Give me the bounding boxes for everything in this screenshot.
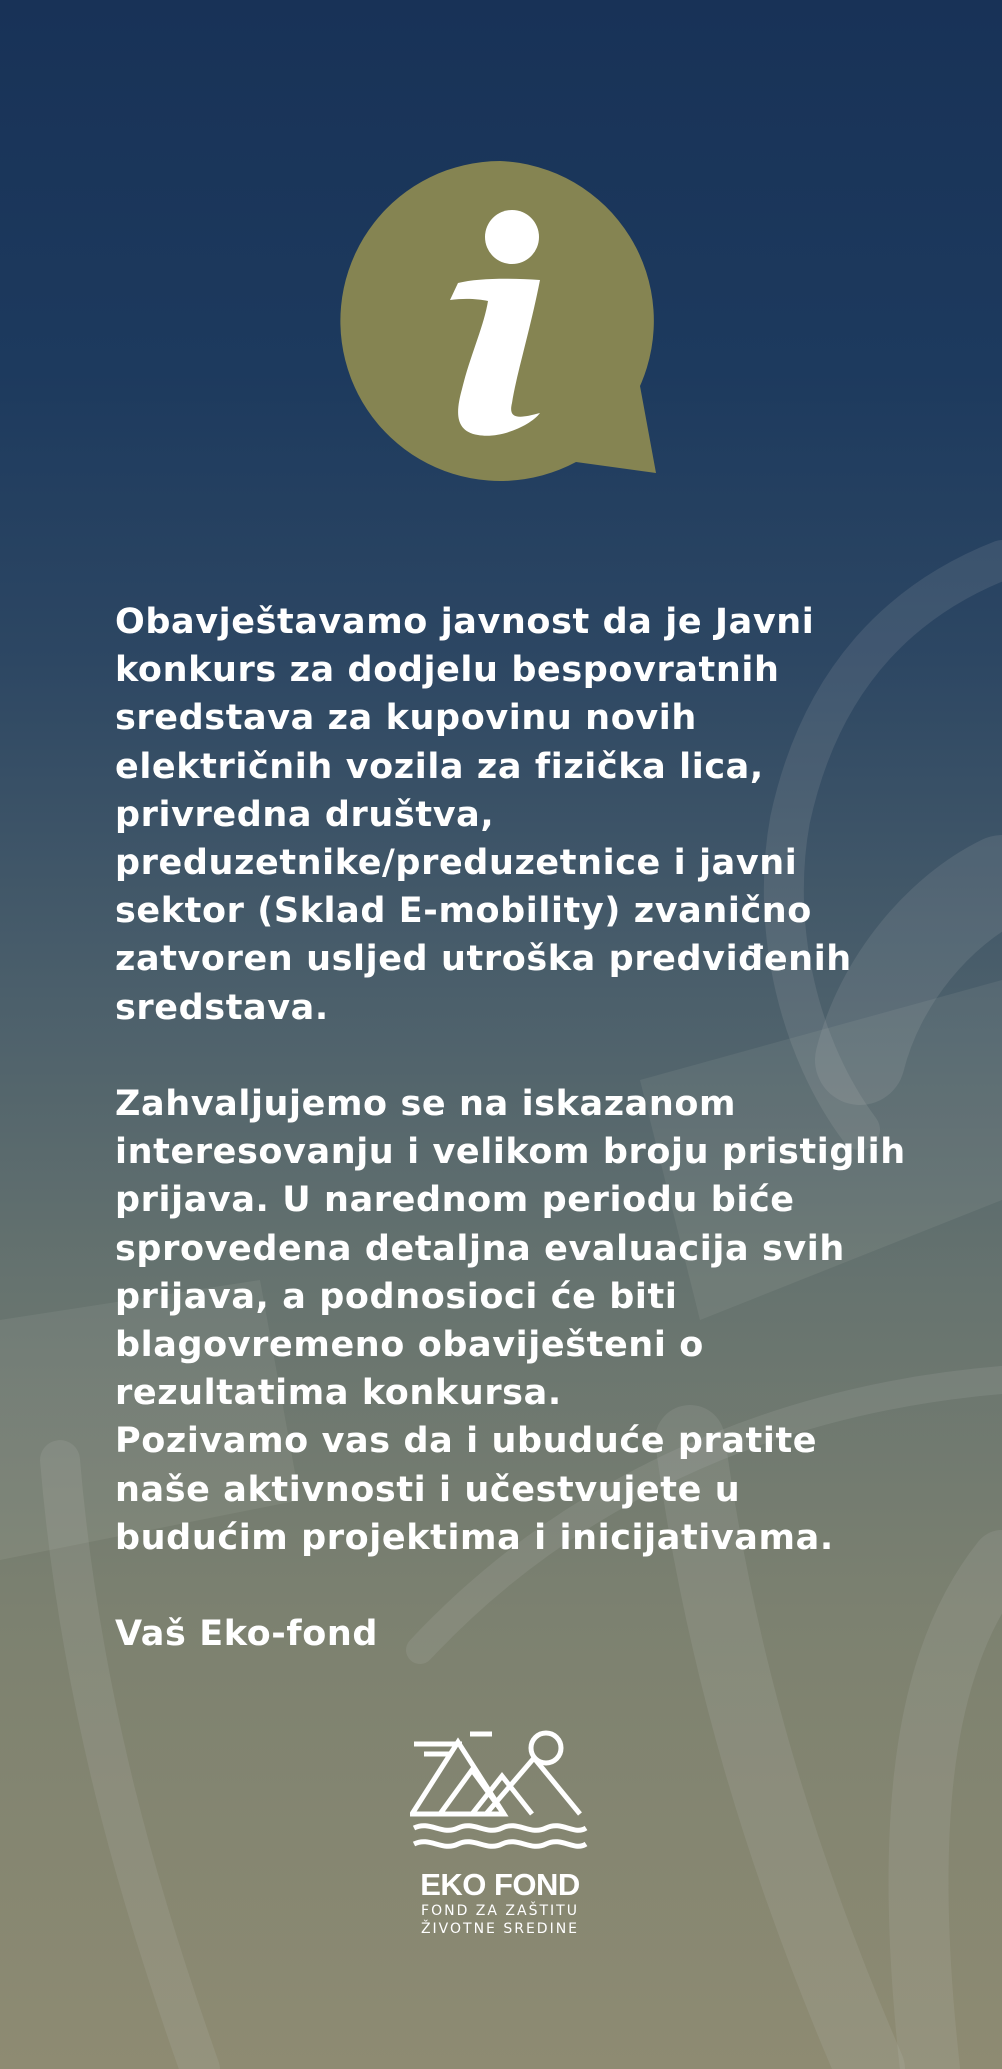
announcement-paragraph-invitation: Pozivamo vas da i ubuduće pratite naše aktivnosti i učestvujete u budućim projektima i inicijativama. — [115, 1421, 834, 1558]
announcement-paragraph-closure: Obavještavamo javnost da je Javni konkurs za dodjelu bespovratnih sredstava za kupovinu novih električnih vozila za fizička lica, privredna društva, preduzetnike/preduzetnice i javni sektor (Sklad E-mobility) zvanično zatvoren usljed utroška predviđenih sredstava. — [115, 602, 852, 1028]
eko-fond-logo — [380, 1730, 620, 1938]
announcement-text — [115, 598, 915, 1658]
logo-subtitle-line-2: ŽIVOTNE SREDINE — [420, 1921, 580, 1937]
announcement-paragraph-thanks: Zahvaljujemo se na iskazanom interesovanju i velikom broju pristiglih prijava. U narednom periodu biće sprovedena detaljna evaluacija svih prijava, a podnosioci će biti blagovremeno obaviješteni o rezultatima konkursa. — [115, 1084, 906, 1414]
mountain-logo-icon — [410, 1730, 590, 1860]
info-icon — [340, 161, 660, 481]
logo-title: EKO FOND — [420, 1867, 580, 1902]
logo-subtitle-line-1: FOND ZA ZAŠTITU — [421, 1903, 579, 1919]
signature: Vaš Eko-fond — [115, 1614, 379, 1655]
